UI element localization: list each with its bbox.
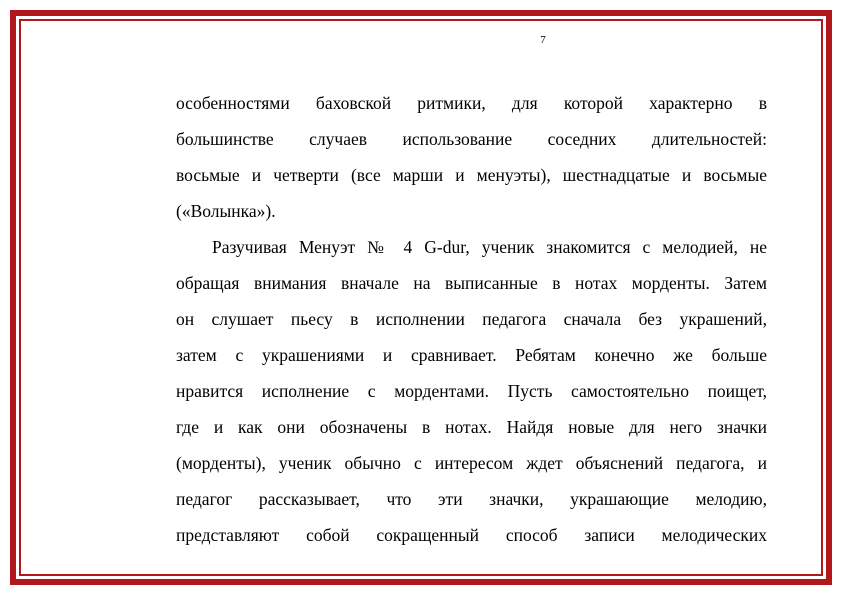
text-line: (морденты), ученик обычно с интересом ждет объяснений педагога, и <box>176 453 767 473</box>
paragraph-first-line: Разучивая Менуэт № 4 G-dur, ученик знакомится с мелодией, не <box>212 237 767 257</box>
text-line: большинстве случаев использование соседних длительностей: <box>176 129 767 149</box>
text-line: обращая внимания вначале на выписанные в нотах морденты. Затем <box>176 273 767 293</box>
paragraph-end-line: («Волынка»). <box>176 201 276 221</box>
text-line: особенностями баховской ритмики, для которой характерно в <box>176 93 767 113</box>
text-line: представляют собой сокращенный способ записи мелодических <box>176 525 767 545</box>
text-line: он слушает пьесу в исполнении педагога сначала без украшений, <box>176 309 767 329</box>
text-line: педагог рассказывает, что эти значки, украшающие мелодию, <box>176 489 767 509</box>
text-line: затем с украшениями и сравнивает. Ребятам конечно же больше <box>176 345 767 365</box>
text-line: где и как они обозначены в нотах. Найдя новые для него значки <box>176 417 767 437</box>
text-line: нравится исполнение с мордентами. Пусть самостоятельно поищет, <box>176 381 767 401</box>
body-text <box>176 85 767 553</box>
page-number: 7 <box>540 34 546 46</box>
text-line: восьмые и четверти (все марши и менуэты), шестнадцатые и восьмые <box>176 165 767 185</box>
